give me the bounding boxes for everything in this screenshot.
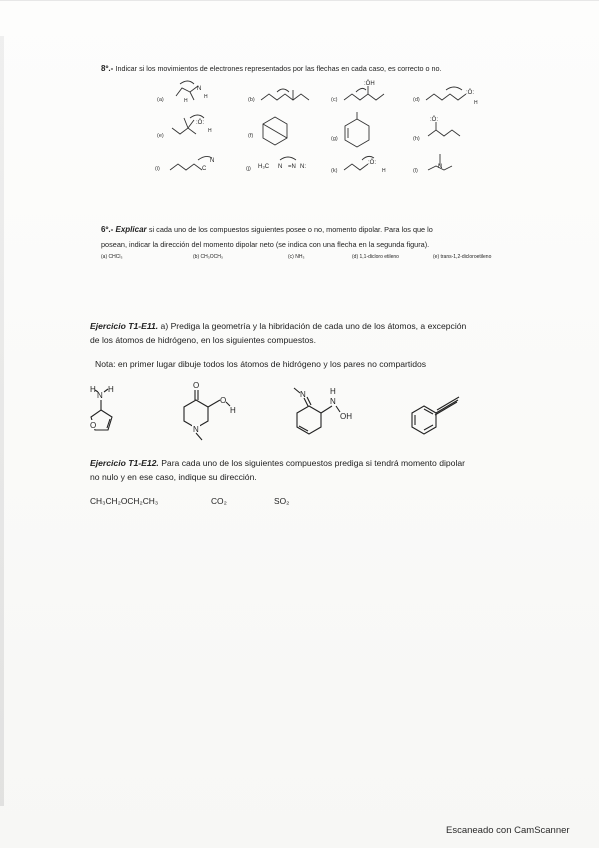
q6-text1: si cada uno de los compuestos siguientes posee o no, momento dipolar. Para los que lo	[148, 225, 433, 234]
svg-text:=N: =N	[288, 164, 296, 170]
q6-line1	[101, 225, 433, 234]
svg-text::Ö:: :Ö:	[430, 117, 439, 123]
svg-text:N: N	[97, 391, 103, 400]
q8-structure-j	[256, 156, 316, 176]
q8-label-f: (f)	[248, 133, 254, 139]
svg-text:H: H	[90, 385, 96, 394]
e12-line2: no nulo y en ese caso, indique su dirección.	[90, 472, 257, 482]
e11-note: Nota: en primer lugar dibuje todos los átomos de hidrógeno y los pares no compartidos	[95, 359, 427, 369]
svg-text:N: N	[330, 397, 336, 406]
q8-structure-h	[424, 116, 474, 146]
svg-text:N:: N:	[300, 164, 306, 170]
q8-structure-a	[168, 78, 218, 108]
q8-label-e: (e)	[157, 133, 164, 139]
q6-number: 6º.-	[101, 225, 114, 234]
q8-structure-i	[168, 152, 228, 176]
svg-text:N: N	[278, 164, 283, 170]
e11-label: Ejercicio T1-E11.	[90, 321, 159, 331]
scan-edge-left	[0, 36, 4, 806]
q8-label-j: (j)	[246, 166, 251, 172]
svg-text::Ö:: :Ö:	[368, 160, 377, 166]
svg-text:N: N	[300, 390, 306, 399]
svg-text:O: O	[220, 396, 227, 405]
svg-text::Ö:: :Ö:	[196, 120, 205, 126]
svg-text:O: O	[90, 421, 97, 430]
svg-text::Ö:: :Ö:	[466, 90, 475, 96]
q8-structure-l	[424, 148, 474, 178]
e12-line1	[90, 458, 465, 468]
q8-label-l: (l)	[413, 168, 418, 174]
e11-line2: de los átomos de hidrógeno, en los siguientes compuestos.	[90, 335, 316, 345]
svg-text:H₃C: H₃C	[258, 164, 270, 170]
svg-text:N: N	[438, 164, 443, 170]
svg-text:O: O	[193, 381, 200, 390]
q8-structure-f	[258, 114, 292, 148]
q8-label-b: (b)	[248, 97, 255, 103]
e12-compound-co2: CO₂	[211, 496, 227, 506]
q6-item-a: (a) CHCl₃	[101, 254, 123, 260]
svg-text:N: N	[197, 86, 202, 92]
svg-text:H: H	[204, 94, 208, 100]
svg-text:N: N	[210, 158, 215, 164]
e11-text1: a) Prediga la geometría y la hibridación de cada uno de los átomos, a excepción	[160, 321, 467, 331]
e11-compound-phenylacetylene	[412, 392, 476, 436]
q8-label-i: (i)	[155, 166, 160, 172]
q8-structure-c	[342, 78, 402, 108]
q8-label-k: (k)	[331, 168, 338, 174]
q8-label-a: (a)	[157, 97, 164, 103]
svg-text:H: H	[330, 387, 336, 396]
e11-compound-aminodihydrofuran	[88, 384, 134, 440]
e12-compound-diethyl-ether: CH₃CH₂OCH₂CH₃	[90, 496, 159, 506]
q6-verb: Explicar	[115, 225, 147, 234]
svg-text:H: H	[108, 385, 114, 394]
scan-edge-top	[0, 0, 599, 1]
q8-label-g: (g)	[331, 136, 338, 142]
e11-line1	[90, 321, 466, 331]
q8-structure-e	[168, 114, 228, 144]
q6-item-b: (b) CH₃OCH₃	[193, 254, 223, 260]
svg-text:OH: OH	[340, 412, 352, 421]
q8-structure-k	[342, 152, 402, 178]
q8-structure-d	[424, 82, 484, 108]
q8-structure-g	[340, 116, 374, 150]
svg-text:N: N	[193, 425, 199, 434]
q6-line2: posean, indicar la dirección del momento dipolar neto (se indica con una flecha en la segunda figura).	[101, 240, 430, 249]
e12-label: Ejercicio T1-E12.	[90, 458, 159, 468]
q6-item-e: (e) trans-1,2-dicloroetileno	[433, 254, 492, 260]
q8-label-h: (h)	[413, 136, 420, 142]
svg-text:H: H	[208, 128, 212, 134]
q8-heading	[101, 64, 442, 73]
q6-item-c: (c) NH₃	[288, 254, 305, 260]
svg-text:H: H	[474, 100, 478, 106]
svg-text:H: H	[230, 406, 236, 415]
svg-text:H: H	[382, 168, 386, 174]
q8-label-d: (d)	[413, 97, 420, 103]
e12-text1: Para cada uno de los siguientes compuestos prediga si tendrá momento dipolar	[161, 458, 466, 468]
e12-compound-so2: SO₂	[274, 496, 290, 506]
q8-number: 8º.-	[101, 64, 114, 73]
camscanner-watermark: Escaneado con CamScanner	[446, 825, 570, 836]
svg-text::ÖH: :ÖH	[364, 81, 375, 87]
q8-text: Indicar si los movimientos de electrones representados por las flechas en cada caso, es correcto o no.	[115, 64, 442, 73]
svg-text:H: H	[184, 98, 188, 104]
svg-text:C: C	[202, 166, 207, 172]
e11-compound-imine-hydroxylamine	[292, 384, 362, 444]
q8-structure-b	[259, 84, 319, 108]
e11-compound-hydroxy-piperidinone	[175, 380, 245, 446]
q6-item-d: (d) 1,1-dicloro etileno	[352, 254, 399, 260]
q8-label-c: (c)	[331, 97, 338, 103]
